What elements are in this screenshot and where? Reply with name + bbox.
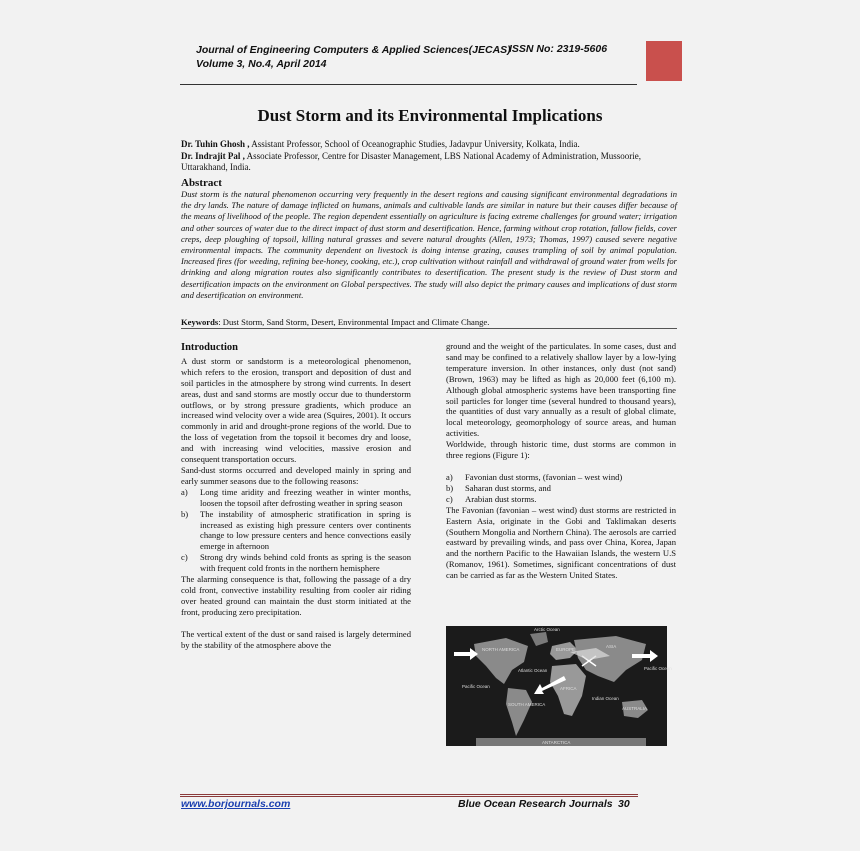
right-paragraph-3: The Favonian (favonian – west wind) dust storms are restricted in Eastern Asia, originate in the Gobi and Taklimakan deserts (Southern Mongolia and Northern China). The aerosols are carried eastward by prevailing winds, and pass over China, Korea, Japan and the northern Pacific to the Hawaiian Islands, the western U.S (Romanov, 1961). Sometimes, significant concentrations of dust can be carried as far as the Western United States.: [446, 504, 676, 581]
right-paragraph-1: ground and the weight of the particulates. In some cases, dust and sand may be confined to a relatively shallow layer by a low-lying temperature inversion. In other instances, only dust (not sand) (Brown, 1963) may be lifted as high as 20,000 feet (6,100 m). Although global atmospheric systems have been transporting fine soil particles for longer time (several hundred to thousand years), the quantities of dust vary annually as a result of global climate, local meteorology, geomorphology of source areas, and human activities.: [446, 341, 676, 439]
map-label-pacific-right: Pacific Ocean: [644, 666, 672, 671]
publisher-website-link[interactable]: www.borjournals.com: [181, 798, 291, 810]
introduction-heading: Introduction: [181, 342, 238, 353]
region-text: Saharan dust storms, and: [465, 482, 551, 493]
page-number: 30: [618, 798, 630, 810]
map-label-asia: ASIA: [606, 644, 617, 649]
world-map-graphic: [446, 626, 672, 746]
map-label-australia: AUSTRALIA: [622, 706, 648, 711]
reason-text: The instability of atmospheric stratification in spring is increased as existing high pressure centers over continents change to low pressure centers and hence convections easily emerge in afternoon: [200, 508, 411, 552]
map-label-atlantic: Atlantic Ocean: [518, 668, 548, 673]
region-text: Arabian dust storms.: [465, 493, 537, 504]
intro-paragraph-2: Sand-dust storms occurred and developed mainly in spring and early summer seasons due to the following reasons:: [181, 464, 411, 486]
keywords-line: [181, 317, 677, 328]
abstract-divider: [181, 328, 677, 329]
right-column: [446, 341, 676, 581]
reason-marker: a): [181, 486, 188, 497]
map-label-antarctica: ANTARCTICA: [542, 740, 571, 745]
author-2-affiliation: Associate Professor, Centre for Disaster Management, LBS National Academy of Administration, Mussoorie, Uttarakhand, India.: [181, 150, 641, 172]
intro-paragraph-3: The alarming consequence is that, following the passage of a dry cold front, convective instability resulting from cooler air riding over heated ground can maintain the dust storm initiated at the front, producing zero precipitation.: [181, 574, 411, 617]
region-marker: c): [446, 493, 453, 504]
reason-item: [181, 509, 411, 553]
intro-paragraph-4: The vertical extent of the dust or sand raised is largely determined by the stability of the atmosphere above the: [181, 628, 411, 650]
intro-paragraph-1: A dust storm or sandstorm is a meteorological phenomenon, which refers to the erosion, transport and deposition of dust and soil particles in the atmosphere by strong wind currents. In desert areas, dust and sand storms are mostly occur due to thunderstorm outflows, or by strong pressure gradients, which produce an increased wind velocity over a wide area (Squires, 2001). It occurs commonly in arid and drought-prone regions of the world. Due to the loss of vegetation from the topsoil it becomes dry and loose, and with increasing wind velocities, massive erosion and consequent transportation occurs.: [181, 355, 411, 465]
abstract-heading: Abstract: [181, 177, 222, 189]
publisher-name: Blue Ocean Research Journals: [458, 798, 613, 810]
reason-text: Strong dry winds behind cold fronts as spring is the season with frequent cold fronts in the northern hemisphere: [200, 552, 411, 574]
map-label-indian: Indian Ocean: [592, 696, 619, 701]
region-marker: b): [446, 482, 454, 493]
keywords-text: : Dust Storm, Sand Storm, Desert, Environmental Impact and Climate Change.: [218, 317, 490, 327]
world-dust-map-figure: [446, 626, 672, 746]
map-label-europe: EUROPE: [556, 647, 576, 652]
header-divider: [180, 84, 637, 85]
footer-divider-top: [180, 794, 638, 795]
reason-marker: b): [181, 508, 189, 519]
region-item: [446, 472, 676, 483]
journal-issn: ISSN No: 2319-5606: [509, 43, 608, 55]
keywords-label: Keywords: [181, 317, 219, 327]
journal-volume: Volume 3, No.4, April 2014: [196, 58, 327, 70]
journal-name: Journal of Engineering Computers & Applied Sciences(JECAS): [196, 44, 511, 56]
map-label-north-america: NORTH AMERICA: [482, 647, 520, 652]
map-label-arctic: Arctic Ocean: [534, 627, 560, 632]
right-paragraph-2: Worldwide, through historic time, dust storms are common in three regions (Figure 1):: [446, 439, 676, 461]
map-label-south-america: SOUTH AMERICA: [508, 702, 546, 707]
author-2-name: Dr. Indrajit Pal ,: [181, 150, 245, 161]
paper-title: Dust Storm and its Environmental Implications: [257, 106, 603, 125]
reason-marker: c): [181, 552, 188, 563]
map-label-africa: AFRICA: [560, 686, 577, 691]
left-column: [181, 343, 411, 650]
abstract-text: Dust storm is the natural phenomenon occurring very frequently in the desert regions and causing significant environmental degradations in the dry lands. The nature of damage inflicted on humans, animals and cultivable lands are similar in nature but their causes differ because of the means of livelihood of the people. The region dependent essentially on agriculture is facing extreme challenges for ground water; irrigation and other sources of water due to the direct impact of dust storm and desertification. Hence, farming without crop rotation, fallow fields, cover creps, deep ploughing of topsoil, killing natural grasses and severe natural droughts (Allen, 1973; Thomas, 1997) caused severe negative environmental impacts. The community dependent on livestock is doing intense grazing, causes trampling of soil by animal population. Increased fires (for weeding, refining bee-honey, cooking, etc.), crop cultivation without rainfall and withdrawal of ground water from wells for drinking and along migration routes also significantly contributes to desertification. The present study is the review of Dust storm and desertification impacts on the environment on Global perspectives. The study will also depict the primary causes and implications of dust storm and desertification on environment.: [181, 189, 677, 300]
map-label-pacific-left: Pacific Ocean: [462, 684, 490, 689]
region-text: Favonian dust storms, (favonian – west wind): [465, 471, 623, 482]
author-1: [181, 139, 681, 151]
reason-item: [181, 487, 411, 509]
author-1-affiliation: Assistant Professor, School of Oceanographic Studies, Jadavpur University, Kolkata, India.: [249, 139, 580, 149]
footer-divider-bottom: [180, 796, 638, 797]
reason-text: Long time aridity and freezing weather in winter months, loosen the topsoil after defrosting weather in spring season: [200, 486, 411, 508]
journal-logo-block: [646, 41, 682, 81]
author-list: [181, 139, 681, 174]
reason-item: [181, 552, 411, 574]
region-marker: a): [446, 471, 453, 482]
author-1-name: Dr. Tuhin Ghosh ,: [181, 139, 250, 149]
author-2: [181, 151, 681, 174]
region-item: [446, 494, 676, 505]
region-item: [446, 483, 676, 494]
